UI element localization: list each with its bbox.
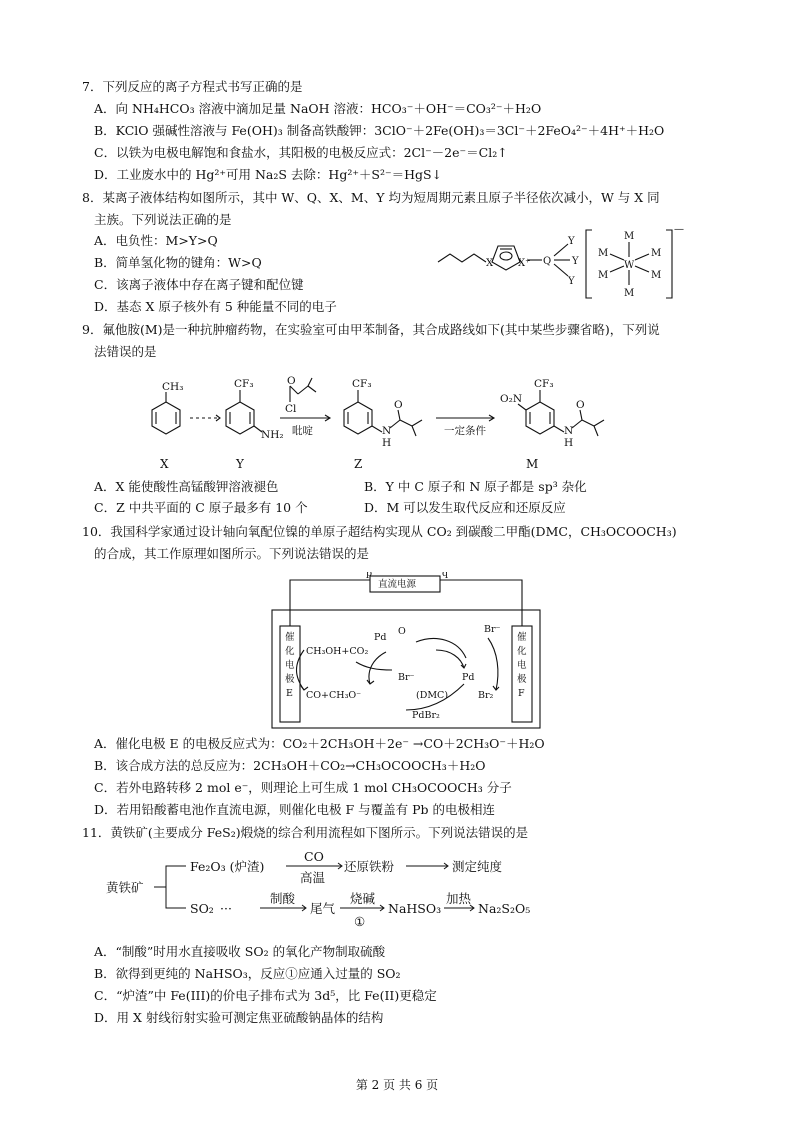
q8-stem-line1: 某离子液体结构如图所示，其中 W、Q、X、M、Y 均为短周期元素且原子半径依次减小，W 与 X 同: [102, 190, 660, 205]
q9-stem-line1: 氟他胺(M)是一种抗肿瘤药物，在实验室可由甲苯制备，其合成路线如下(其中某些步骤省略)，下列说: [102, 322, 660, 337]
electrolysis-cell-figure: [266, 572, 546, 730]
question-10: [82, 521, 754, 565]
q7-number: 7．: [82, 79, 103, 94]
flow-nahso3: NaHSO₃: [388, 901, 442, 916]
fig-m-top: M: [624, 231, 635, 242]
pd-label-2: Pd: [462, 672, 475, 683]
pyrite-flowchart-figure: [106, 848, 576, 932]
q10-option-d: D．若用铅酸蓄电池作直流电源，则催化电极 F 与覆盖有 Pb 的电极相连: [94, 802, 496, 817]
q10-stem-line2: 的合成，其工作原理如图所示。下列说法错误的是: [94, 546, 370, 561]
q7-option-c: C．以铁为电极电解饱和食盐水，其阳极的电极反应式：2Cl⁻－2e⁻＝Cl₂↑: [94, 145, 508, 160]
q9-number: 9．: [82, 322, 103, 337]
q7-option-b: B．KClO 强碱性溶液与 Fe(OH)₃ 制备高铁酸钾：3ClO⁻＋2Fe(OH)₃＝3Cl⁻＋2FeO₄²⁻＋4H⁺＋H₂O: [94, 123, 665, 138]
fig-cf3-z: CF₃: [352, 378, 372, 390]
fig-q: Q: [543, 256, 552, 267]
flow-tail-gas: 尾气: [310, 901, 336, 916]
q11-option-b: B．欲得到更纯的 NaHSO₃，反应①应通入过量的 SO₂: [94, 966, 401, 981]
bromine-label: Br₂: [478, 690, 494, 701]
q11-option-d: D．用 X 射线衍射实验可测定焦亚硫酸钠晶体的结构: [94, 1010, 384, 1025]
fig-h-m: H: [564, 437, 574, 449]
q9-option-d: D．M 可以发生取代反应和还原反应: [364, 500, 566, 515]
q8-option-a: A．电负性：M>Y>Q: [94, 233, 218, 248]
electrode-e-c1: 催: [285, 632, 295, 643]
label-y: Y: [236, 457, 244, 471]
ionic-liquid-structure-figure: [430, 222, 700, 304]
q8-option-c: C．该离子液体中存在离子键和配位键: [94, 277, 304, 292]
fig-nh2: NH₂: [261, 429, 284, 441]
flow-co: CO: [304, 849, 324, 864]
q7-stem: 下列反应的离子方程式书写正确的是: [102, 79, 303, 94]
fig-o-m: O: [576, 399, 585, 411]
flow-so2: SO₂: [190, 901, 214, 916]
fig-y2: Y: [572, 256, 579, 267]
q10-option-b: B．该合成方法的总反应为：2CH₃OH＋CO₂→CH₃OCOOCH₃＋H₂O: [94, 758, 486, 773]
fig-n-m: N: [564, 425, 574, 437]
fig-y3: Y: [568, 276, 575, 287]
power-supply-label: 直流电源: [378, 579, 417, 590]
q9-stem-line2: 法错误的是: [94, 344, 157, 359]
flow-fe2o3: Fe₂O₃ (炉渣): [190, 859, 265, 874]
electrode-e-c4: 极: [285, 674, 295, 685]
question-9: [82, 319, 754, 363]
q11-option-a: A．“制酸”时用水直接吸收 SO₂ 的氧化产物制取硫酸: [94, 944, 386, 959]
flow-heating: 加热: [446, 891, 472, 906]
product-label: CO+CH₃O⁻: [306, 690, 362, 701]
q8-stem-line2: 主族。下列说法正确的是: [94, 212, 232, 227]
q7-option-d: D．工业废水中的 Hg²⁺可用 Na₂S 去除：Hg²⁺＋S²⁻＝HgS↓: [94, 167, 443, 182]
label-x: X: [160, 457, 169, 471]
fig-x-plus: X⁺: [518, 258, 531, 269]
q7-option-a: A．向 NH₄HCO₃ 溶液中滴加足量 NaOH 溶液：HCO₃⁻＋OH⁻＝CO₃²⁻＋H₂O: [94, 101, 542, 116]
fig-x: X: [486, 258, 494, 269]
label-m: M: [526, 457, 539, 471]
flow-measure-purity: 测定纯度: [452, 859, 503, 874]
electrode-f-c4: 极: [517, 674, 527, 685]
flow-high-temp: 高温: [300, 870, 326, 885]
fig-charge: —: [674, 224, 684, 235]
page-footer: 第 2 页 共 6 页: [355, 1078, 439, 1092]
fig-pyridine: 吡啶: [292, 425, 313, 437]
bromide-mid: Br⁻: [398, 672, 415, 683]
fig-m-bottom: M: [624, 288, 635, 299]
label-z: Z: [354, 457, 363, 471]
pdbr2-label: PdBr₂: [412, 710, 440, 721]
flow-pyrite: 黄铁矿: [106, 880, 144, 895]
electrode-e-c2: 化: [285, 646, 295, 657]
electrode-f-c3: 电: [517, 660, 527, 671]
q10-stem-line1: 我国科学家通过设计轴向氧配位镍的单原子超结构实现从 CO₂ 到碳酸二甲酯(DMC，CH₃OCOOCH₃): [110, 524, 677, 539]
q8-option-b: B．简单氢化物的键角：W>Q: [94, 255, 262, 270]
fig-y1: Y: [568, 236, 575, 247]
fig-m-ur: M: [651, 248, 662, 259]
q8-number: 8．: [82, 190, 103, 205]
fig-m-ul: M: [598, 248, 609, 259]
flow-step-1: ①: [354, 914, 366, 929]
q9-option-a: A．X 能使酸性高锰酸钾溶液褪色: [94, 479, 279, 494]
electrode-f-c2: 化: [517, 646, 527, 657]
electrode-e-c5: E: [286, 688, 293, 699]
electrode-f-c5: F: [518, 688, 525, 699]
flow-caustic-soda: 烧碱: [350, 891, 376, 906]
fig-o2n: O₂N: [500, 393, 523, 405]
reactant-label: CH₃OH+CO₂: [306, 646, 369, 657]
q10-number: 10．: [82, 524, 111, 539]
q8-option-d: D．基态 X 原子核外有 5 种能量不同的电子: [94, 299, 337, 314]
fig-condition: 一定条件: [444, 425, 486, 437]
terminal-p: p: [366, 572, 373, 579]
electrode-e-c3: 电: [285, 660, 295, 671]
question-11: [82, 822, 754, 844]
fig-o-z: O: [394, 399, 403, 411]
pd-label-1: Pd: [374, 632, 387, 643]
fig-cl: Cl: [285, 403, 297, 415]
flow-acid-making: 制酸: [270, 891, 296, 906]
fig-m-ll: M: [598, 270, 609, 281]
fig-w: W: [624, 260, 635, 271]
fig-cf3-y: CF₃: [234, 378, 254, 390]
fig-acyl-o: O: [287, 375, 296, 387]
q11-option-c: C．“炉渣”中 Fe(III)的价电子排布式为 3d⁵，比 Fe(II)更稳定: [94, 988, 437, 1003]
question-7: [82, 76, 754, 98]
bromide-right: Br⁻: [484, 624, 501, 635]
fig-m-lr: M: [651, 270, 662, 281]
dmc-label: (DMC): [416, 690, 449, 701]
electrode-f-c1: 催: [517, 632, 527, 643]
fig-n-z: N: [382, 425, 392, 437]
flutamide-synthesis-route-figure: [140, 372, 660, 474]
q9-option-b: B．Y 中 C 原子和 N 原子都是 sp³ 杂化: [364, 479, 587, 494]
terminal-q: q: [442, 572, 449, 579]
fig-h-z: H: [382, 437, 392, 449]
flow-iron-powder: 还原铁粉: [344, 859, 395, 874]
fig-ch3: CH₃: [162, 381, 184, 393]
carbonyl-o-1: O: [398, 626, 406, 637]
q11-number: 11．: [82, 825, 111, 840]
q10-option-c: C．若外电路转移 2 mol e⁻，则理论上可生成 1 mol CH₃OCOOCH₃ 分子: [94, 780, 512, 795]
fig-cf3-m: CF₃: [534, 378, 554, 390]
flow-na2s2o5: Na₂S₂O₅: [478, 901, 531, 916]
flow-dots: ···: [220, 901, 232, 916]
q11-stem: 黄铁矿(主要成分 FeS₂)煅烧的综合利用流程如下图所示。下列说法错误的是: [110, 825, 529, 840]
q9-option-c: C．Z 中共平面的 C 原子最多有 10 个: [94, 500, 308, 515]
q10-option-a: A．催化电极 E 的电极反应式为：CO₂＋2CH₃OH＋2e⁻ →CO＋2CH₃O⁻＋H₂O: [94, 736, 545, 751]
